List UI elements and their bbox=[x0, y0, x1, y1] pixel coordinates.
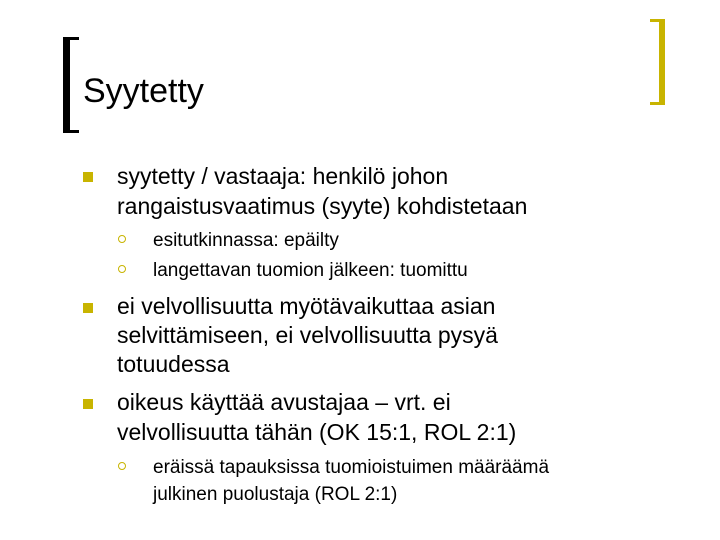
right-bracket-decoration bbox=[650, 19, 666, 105]
square-bullet-icon bbox=[83, 172, 93, 182]
bullet-2-line-3: totuudessa bbox=[117, 351, 230, 377]
square-bullet-icon bbox=[83, 399, 93, 409]
bullet-2-line-2: selvittämiseen, ei velvollisuutta pysyä bbox=[117, 322, 498, 348]
bullet-3-sub-1-line-1: eräissä tapauksissa tuomioistuimen määräämä bbox=[153, 457, 550, 478]
slide-title: Syytetty bbox=[83, 72, 204, 110]
bullet-1-sub-2: langettavan tuomion jälkeen: tuomittu bbox=[153, 260, 468, 281]
bullet-3-sub-1-line-2: julkinen puolustaja (ROL 2:1) bbox=[153, 484, 398, 505]
bullet-1-line-2: rangaistusvaatimus (syyte) kohdistetaan bbox=[117, 193, 528, 219]
bullet-3-line-1: oikeus käyttää avustajaa – vrt. ei bbox=[117, 389, 451, 415]
square-bullet-icon bbox=[83, 303, 93, 313]
left-bracket-decoration bbox=[63, 37, 79, 133]
ring-bullet-icon bbox=[118, 235, 126, 243]
ring-bullet-icon bbox=[118, 265, 126, 273]
bullet-1-line-1: syytetty / vastaaja: henkilö johon bbox=[117, 163, 449, 189]
ring-bullet-icon bbox=[118, 462, 126, 470]
bullet-1-sub-1: esitutkinnassa: epäilty bbox=[153, 230, 339, 251]
bullet-3-line-2: velvollisuutta tähän (OK 15:1, ROL 2:1) bbox=[117, 419, 517, 445]
bullet-2-line-1: ei velvollisuutta myötävaikuttaa asian bbox=[117, 293, 496, 319]
